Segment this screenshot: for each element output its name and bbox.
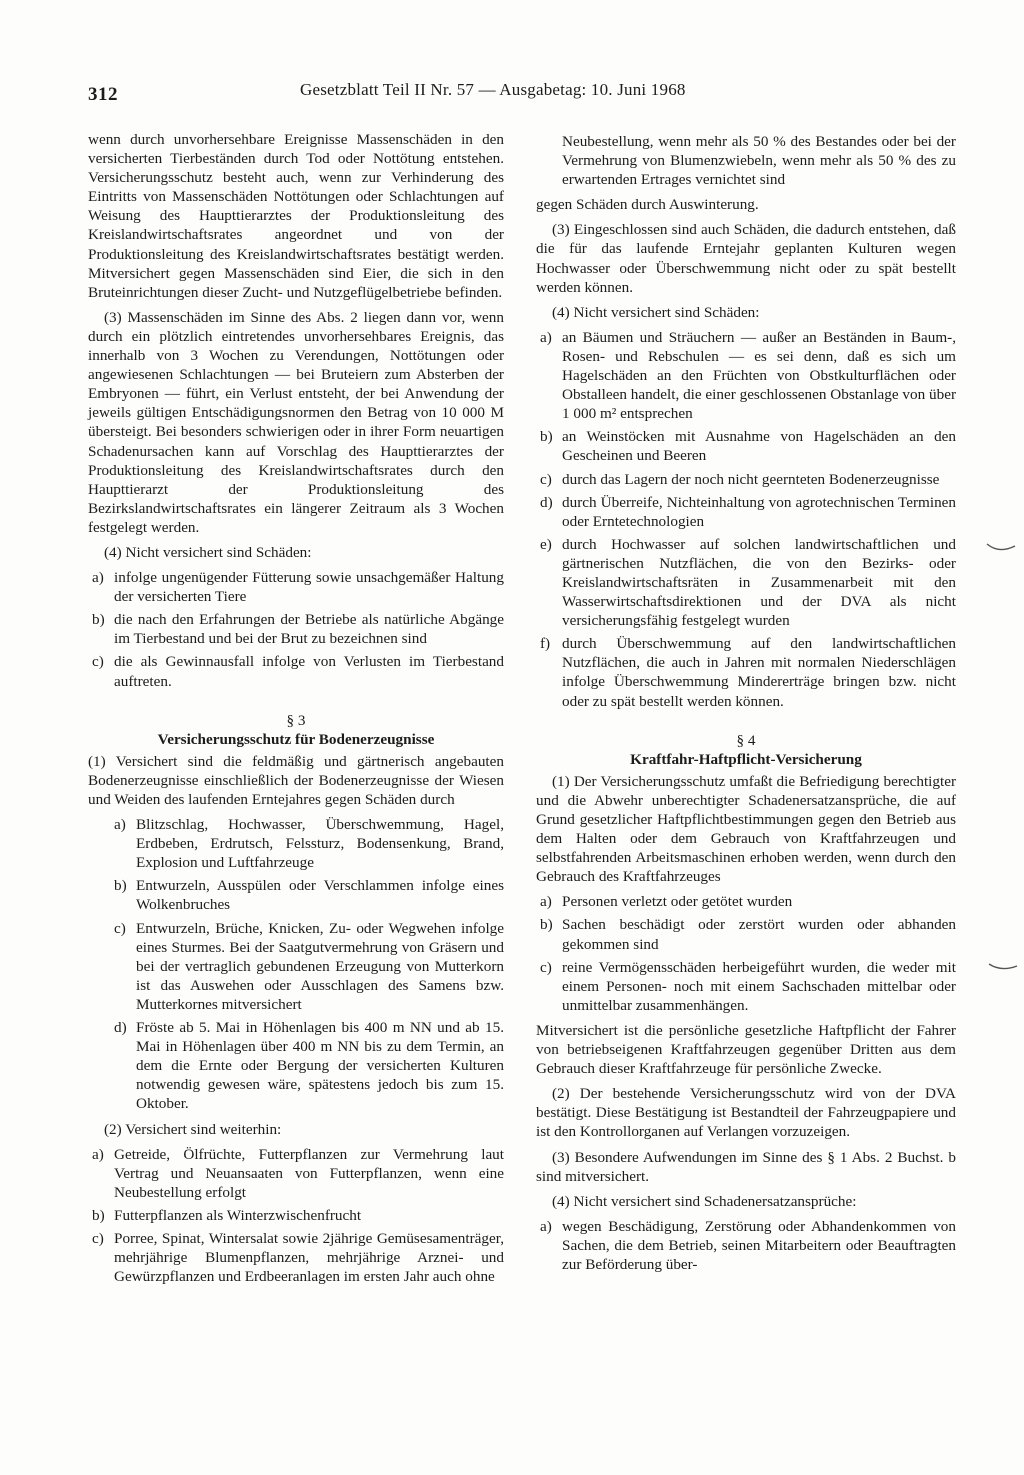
margin-mark	[985, 540, 1019, 556]
list-item: a) Getreide, Ölfrüchte, Futterpflanzen zur Vermehrung laut Vertrag und Neuansaaten von Futterpflanzen, wenn eine Neubestellung erfolgt	[92, 1145, 504, 1201]
margin-mark	[987, 960, 1021, 976]
list-item: b) an Weinstöcken mit Ausnahme von Hagelschäden an den Gescheinen und Beeren	[540, 428, 956, 465]
list-liability-exclusions	[536, 1217, 956, 1274]
list-item: c) Porree, Spinat, Wintersalat sowie 2jährige Gemüsesamenträger, mehrjährige Blumenpflanzen, mehrjährige Arznei- und Gewürzpflanzen und Erdbeeranlagen im ersten Jahr auch ohne	[92, 1229, 504, 1286]
section-number: § 3	[286, 711, 306, 729]
list-exclusions-animals	[88, 568, 504, 691]
list-liability-cases	[536, 892, 956, 1015]
section-number: § 4	[736, 731, 756, 749]
list-item: b) Entwurzeln, Ausspülen oder Verschlammen infolge eines Wolkenbruches	[114, 877, 504, 914]
list-item: a) infolge ungenügender Fütterung sowie unsachgemäßer Haltung der versicherten Tiere	[92, 569, 504, 606]
list-item: c) Entwurzeln, Brüche, Knicken, Zu- oder Wegwehen infolge eines Sturmes. Bei der Saatgutvermehrung von Gräsern und bei der vertraglich gebundenen Erzeugung von Mutterkorn ist das Auswehen oder Ausschlagen des Samens bzw. Mutterkornes mitversichert	[114, 919, 504, 1013]
right-column	[536, 132, 956, 1280]
paragraph: (3) Besondere Aufwendungen im Sinne des § 1 Abs. 2 Buchst. b sind mitversichert.	[536, 1148, 956, 1185]
paragraph: gegen Schäden durch Auswinterung.	[536, 196, 759, 214]
paragraph: (1) Versichert sind die feldmäßig und gärtnerisch angebauten Bodenerzeugnisse einschließlich der Bodenerzeugnisse der Wiesen und Weiden des laufenden Erntejahres gegen Schäden durch	[88, 752, 504, 808]
paragraph: (4) Nicht versichert sind Schäden:	[552, 303, 760, 321]
list-item: b) Sachen beschädigt oder zerstört wurden oder abhanden gekommen sind	[540, 916, 956, 953]
list-further-insured	[88, 1145, 504, 1287]
paragraph: (1) Der Versicherungsschutz umfaßt die Befriedigung berechtigter und die Abwehr unberechtigter Schadenersatzansprüche, die auf Grund gesetzlicher Haftpflichtbestimmungen gegen den Betrieb aus dem Halten oder dem Gebrauch von Kraftfahrzeugen und selbstfahrenden Arbeitsmaschinen erhoben werden, wenn durch den Gebrauch des Kraftfahrzeuges	[536, 772, 956, 886]
list-item: a) wegen Beschädigung, Zerstörung oder Abhandenkommen von Sachen, die dem Betrieb, seinen Mitarbeitern oder Beauftragten zur Beförderung über-	[540, 1217, 956, 1273]
paragraph: (4) Nicht versichert sind Schäden:	[104, 543, 312, 561]
left-column	[88, 130, 504, 1292]
list-item: b) die nach den Erfahrungen der Betriebe als natürliche Abgänge im Tierbestand und bei der Brut zu bezeichnen sind	[92, 611, 504, 648]
paragraph: (2) Der bestehende Versicherungsschutz wird von der DVA bestätigt. Diese Bestätigung ist Bestandteil der Fahrzeugpapiere und ist den Kontrollorganen auf Verlangen vorzuzeigen.	[536, 1085, 956, 1141]
list-item: c) die als Gewinnausfall infolge von Verlusten im Tierbestand auftreten.	[92, 653, 504, 690]
list-item: e) durch Hochwasser auf solchen landwirtschaftlichen und gärtnerischen Nutzflächen, die von den Bezirks- oder Kreislandwirtschaftsräten in Zusammenarbeit mit den Wasserwirtschaftsdirektionen und der DVA als nicht versicherungsfähig festgelegt wurden	[540, 535, 956, 630]
page-number: 312	[88, 84, 118, 105]
list-item: a) an Bäumen und Sträuchern — außer an Beständen in Baum-, Rosen- und Rebschulen — es sei denn, daß es sich um Hagelschäden an den Früchten von Obstkulturflächen oder Obstalleen handelt, die einer geschlossenen Obstanlage von über 1 000 m² entsprechen	[540, 328, 956, 423]
paragraph: wenn durch unvorhersehbare Ereignisse Massenschäden in den versicherten Tierbeständen durch Tod oder Nottötung entstehen. Versicherungsschutz besteht auch, wenn zur Verhinderung des Eintritts von Massenschäden Nottötungen oder Schlachtungen auf Weisung des Haupttierarztes der Produktionsleitung des Kreislandwirtschaftsrates angeordnet und von der Produktionsleitung des Kreislandwirtschaftsrates bestätigt werden. Mitversichert gegen Massenschäden sind Eier, die sich in den Bruteinrichtungen dieser Zucht- und Nutzgeflügelbetriebe befinden.	[88, 131, 504, 301]
list-exclusions-crops	[536, 328, 956, 711]
list-item: d) durch Überreife, Nichteinhaltung von agrotechnischen Terminen oder Erntetechnologien	[540, 493, 956, 530]
paragraph: Mitversichert ist die persönliche gesetzliche Haftpflicht der Fahrer von betriebseigenen Kraftfahrzeugen gegenüber Dritten aus dem Gebrauch dieser Kraftfahrzeuge für persönliche Zwecke.	[536, 1021, 956, 1078]
list-item: a) Personen verletzt oder getötet wurden	[540, 893, 793, 911]
paragraph: Neubestellung, wenn mehr als 50 % des Bestandes oder bei der Vermehrung von Blumenzwiebeln, wenn mehr als 50 % des zu erwartenden Ertrages vernichtet sind	[562, 133, 956, 189]
list-item: f) durch Überschwemmung auf den landwirtschaftlichen Nutzflächen, die auch in Jahren mit normalen Niederschlägen infolge Überschwemmung Mindererträge bringen bzw. nicht oder zu spät bestellt werden können.	[540, 635, 956, 710]
paragraph: (4) Nicht versichert sind Schadenersatzansprüche:	[552, 1192, 857, 1210]
list-item: b) Futterpflanzen als Winterzwischenfrucht	[92, 1206, 362, 1224]
list-item: a) Blitzschlag, Hochwasser, Überschwemmung, Hagel, Erdbeben, Erdrutsch, Felssturz, Bodensenkung, Brand, Explosion und Luftfahrzeuge	[114, 816, 504, 872]
running-head: Gesetzblatt Teil II Nr. 57 — Ausgabetag: 10. Juni 1968	[300, 80, 686, 99]
paragraph: (2) Versichert sind weiterhin:	[104, 1120, 282, 1138]
list-perils	[88, 815, 504, 1113]
list-item: c) reine Vermögensschäden herbeigeführt wurden, die weder mit einem Personen- noch mit einem Sachschaden mittelbar oder unmittelbar zusammenhängen.	[540, 958, 956, 1014]
section-title: Kraftfahr-Haftpflicht-Versicherung	[630, 750, 862, 768]
paragraph: (3) Eingeschlossen sind auch Schäden, die dadurch entstehen, daß die für das laufende Erntejahr geplanten Kulturen wegen Hochwasser oder Überschwemmung nicht oder zu spät bestellt werden können.	[536, 221, 956, 296]
section-title: Versicherungsschutz für Bodenerzeugnisse	[157, 730, 435, 748]
list-item: d) Fröste ab 5. Mai in Höhenlagen bis 400 m NN und ab 15. Mai in Höhenlagen über 400 m NN bis zu dem Termin, an dem die Ernte oder Bergung der versicherten Kulturen notwendig gewesen wäre, spätestens jedoch bis zum 15. Oktober.	[114, 1019, 504, 1113]
list-item: c) durch das Lagern der noch nicht geernteten Bodenerzeugnisse	[540, 470, 940, 488]
paragraph: (3) Massenschäden im Sinne des Abs. 2 liegen dann vor, wenn durch ein plötzlich eintretendes unvorhersehbares Ereignis, das innerhalb von 3 Wochen zu Verendungen, Nottötungen oder angewiesenen Schlachtungen — bei Bruteiern zum Absterben der Embryonen — führt, ein Verlust entsteht, der bei Anwendung der jeweils gültigen Entschädigungsnormen den Betrag von 10 000 M übersteigt. Bei besonders schwierigen oder in ihrer Form neuartigen Schadenursachen kann auf Vorschlag des Haupttierarztes der Produktionsleitung des Kreislandwirtschaftsrates durch den Haupttierarzt der Produktionsleitung des Bezirkslandwirtschaftsrates ein längerer Zeitraum als 3 Wochen festgelegt werden.	[88, 308, 504, 536]
